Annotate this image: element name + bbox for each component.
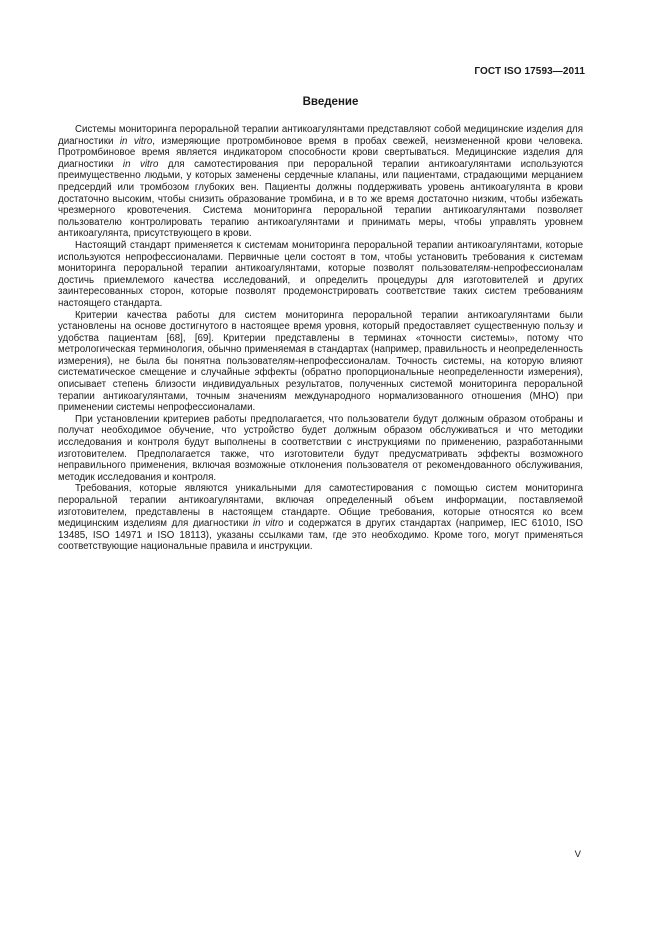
paragraph-text: Настоящий стандарт применяется к системам мониторинга пероральной терапии антикоагулянтами, которые используются непрофессионалами. Первичные цели состоят в том, чтобы установить требования к системам мониторинга пероральной терапии антикоагулянтами, которые позволят пользователям-непрофессионалам достичь приемлемого качества исследований, и определить процедуры для изготовителей и других заинтересованных сторон, которые позволят продемонстрировать соответствие таких систем требованиям настоящего стандарта.	[58, 239, 583, 309]
paragraph-text: Критерии качества работы для систем мониторинга пероральной терапии антикоагулянтами были установлены на основе достигнутого в настоящее время уровня, который предоставляет существенную пользу и удобства пациентам [68], [69]. Критерии представлены в терминах «точности системы», потому что метрологическая терминология, обычно применяемая в стандартах (например, правильность и неопределенность измерения), не была бы понятна пользователям-непрофессионалам. Точность системы, на которую влияют систематическое смещение и случайные эффекты (обратно пропорциональные неопределенности измерения), описывает степень близости индивидуальных результатов, полученных системой мониторинга пероральной терапии антикоагулянтами, точным значениям международного нормализованного отношения (МНО) при применении системы непрофессионалами.	[58, 309, 583, 414]
paragraph-text: Системы мониторинга пероральной терапии антикоагулянтами представляют собой медицинские изделия для диагностики	[58, 124, 583, 147]
paragraph-text: и содержатся в других стандартах (например, IEC 61010, ISO 13485, ISO 14971 и ISO 18113), указаны ссылками там, где это необходимо. Кроме того, могут применяться соответствующие национальные правила и инструкции.	[58, 518, 583, 553]
body-paragraph	[58, 414, 583, 484]
italic-term: in vitro	[119, 135, 153, 147]
body-paragraph	[58, 240, 583, 310]
body-paragraph	[58, 310, 583, 414]
italic-term: in vitro	[252, 518, 284, 530]
standard-designation: ГОСТ ISO 17593—2011	[474, 66, 585, 77]
body-paragraph	[58, 124, 583, 240]
introduction-body	[58, 124, 583, 553]
body-paragraph	[58, 483, 583, 553]
page-number: V	[574, 849, 581, 860]
paragraph-text: для самотестирования при пероральной терапии антикоагулянтами используются преимущественно людьми, у которых заменены сердечные клапаны, или пациентами, страдающими мерцанием предсердий или тромбозом глубоких вен. Пациенты должны поддерживать уровень антикоагулянта в крови достаточно высоким, чтобы снизить образование тромбина, и в то же время достаточно низким, чтобы избежать чрезмерного кровотечения. Система мониторинга пероральной терапии антикоагулянтами позволяет пользователю контролировать терапию антикоагулянтами и принимать меры, чтобы управлять уровнем антикоагулянта, присутствующего в крови.	[58, 158, 584, 240]
paragraph-text: При установлении критериев работы предполагается, что пользователи будут должным образом отобраны и получат необходимое обучение, что устройство будет должным образом обслуживаться и что методики исследования и контроля будут выполнены в соответствии с инструкциями по применению, разработанными изготовителем. Предполагается также, что изготовители будут предусматривать эффекты возможного неправильного применения, включая возможные отклонения пользователя от рекомендованного обслуживания, методик исследования и контроля.	[58, 413, 583, 483]
paragraph-text: Требования, которые являются уникальными для самотестирования с помощью систем мониторинга пероральной терапии антикоагулянтами, включая определенный объем информации, поставляемой изготовителем, представлены в настоящем стандарте. Общие требования, которые относятся ко всем медицинским изделиям для диагностики	[58, 483, 583, 530]
section-title: Введение	[302, 96, 359, 108]
paragraph-text: , измеряющие протромбиновое время в пробах свежей, неизмененной крови человека. Протромбиновое время является индикатором способности крови свертываться. Медицинские изделия для диагностики	[58, 135, 584, 170]
italic-term: in vitro	[122, 158, 159, 170]
